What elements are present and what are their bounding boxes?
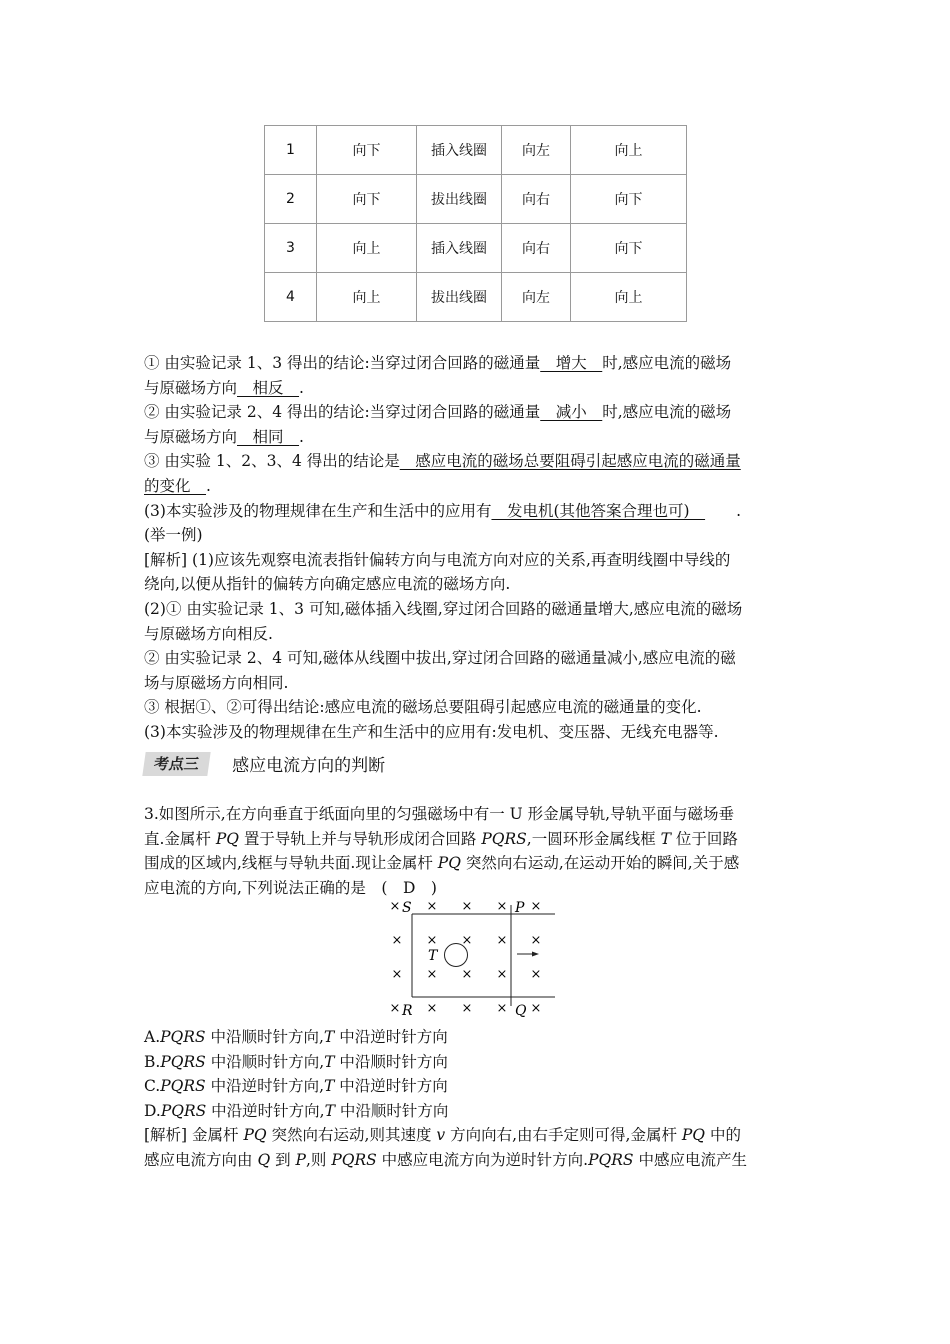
table-row — [265, 273, 687, 322]
text-line: ③ 由实验 1、2、3、4 得出的结论是 感应电流的磁场总要阻碍引起感应电流的磁通量 — [144, 452, 741, 471]
table-cell: 3 — [265, 224, 317, 273]
analysis-line: 感应电流方向由 Q 到 P,则 PQRS 中感应电流方向为逆时针方向.PQRS 中感应电流产生 — [144, 1150, 747, 1169]
field-cross: × — [391, 967, 403, 982]
section-title: 感应电流方向的判断 — [232, 756, 386, 776]
table-cell: 向下 — [571, 224, 687, 273]
field-cross: × — [426, 1001, 438, 1016]
field-cross: × — [389, 1001, 401, 1016]
options-block — [144, 1025, 809, 1173]
question-line: 3.如图所示,在方向垂直于纸面向里的匀强磁场中有一 U 形金属导轨,导轨平面与磁场垂 — [144, 805, 735, 823]
field-cross: × — [496, 899, 508, 914]
section-header — [144, 751, 385, 777]
table-cell: 向右 — [502, 175, 571, 224]
text-line: 的变化 . — [144, 476, 211, 495]
answer-block — [144, 351, 809, 745]
analysis-line: [解析] 金属杆 PQ 突然向右运动,则其速度 v 方向向右,由右手定则可得,金属杆 PQ 中的 — [144, 1126, 741, 1145]
option-d: D.PQRS 中沿逆时针方向,T 中沿顺时针方向 — [144, 1101, 449, 1120]
field-cross: × — [461, 1001, 473, 1016]
field-cross: × — [530, 899, 542, 914]
analysis-line: [解析] (1)应该先观察电流表指针偏转方向与电流方向对应的关系,再查明线圈中导线的 — [144, 550, 731, 569]
text-line: ① 由实验记录 1、3 得出的结论:当穿过闭合回路的磁通量 增大 时,感应电流的磁场 — [144, 354, 732, 372]
table-row — [265, 175, 687, 224]
label-t: T — [428, 948, 438, 964]
section-badge: 考点三 — [142, 752, 210, 776]
text-line: ② 由实验记录 2、4 得出的结论:当穿过闭合回路的磁通量 减小 时,感应电流的磁场 — [144, 403, 732, 422]
field-cross: × — [426, 933, 438, 948]
option-c: C.PQRS 中沿逆时针方向,T 中沿逆时针方向 — [144, 1077, 448, 1096]
table-cell: 向上 — [317, 273, 417, 322]
field-cross: × — [461, 967, 473, 982]
text-line: (3)本实验涉及的物理规律在生产和生活中的应用有 发电机(其他答案合理也可) . — [144, 501, 742, 520]
answer-blank: 相同 — [237, 427, 300, 446]
table-cell: 插入线圈 — [417, 224, 502, 273]
answer-blank: 的变化 — [144, 476, 207, 495]
field-cross: × — [391, 933, 403, 948]
experiment-table — [264, 125, 687, 322]
field-cross: × — [496, 967, 508, 982]
question-line: 围成的区域内,线框与导轨共面.现让金属杆 PQ 突然向右运动,在运动开始的瞬间,关于感 — [144, 854, 740, 873]
table-cell: 插入线圈 — [417, 126, 502, 175]
text-line: 与原磁场方向 相同 . — [144, 427, 304, 446]
table-cell: 2 — [265, 175, 317, 224]
velocity-arrowhead — [532, 952, 539, 957]
analysis-line: (3)本实验涉及的物理规律在生产和生活中的应用有:发电机、变压器、无线充电器等. — [144, 722, 719, 741]
table-cell: 拔出线圈 — [417, 175, 502, 224]
field-cross: × — [461, 933, 473, 948]
label-s: S — [402, 900, 412, 916]
label-p: P — [515, 900, 525, 916]
answer-blank: 相反 — [237, 378, 300, 397]
field-cross: × — [496, 1001, 508, 1016]
table-cell: 向下 — [571, 175, 687, 224]
label-q: Q — [515, 1003, 527, 1019]
table-cell: 1 — [265, 126, 317, 175]
field-cross: × — [530, 967, 542, 982]
analysis-line: ② 由实验记录 2、4 可知,磁体从线圈中拔出,穿过闭合回路的磁通量减小,感应电流的磁 — [144, 649, 736, 668]
analysis-line: (2)① 由实验记录 1、3 可知,磁体插入线圈,穿过闭合回路的磁通量增大,感应电流的磁场 — [144, 599, 743, 618]
table-row — [265, 126, 687, 175]
text-line: (举一例) — [144, 526, 203, 545]
question-line: 应电流的方向,下列说法正确的是 ( D ) — [144, 878, 437, 897]
analysis-line: 与原磁场方向相反. — [144, 624, 273, 643]
question-3 — [144, 802, 809, 900]
table-cell: 向上 — [571, 126, 687, 175]
answer-blank: 增大 — [540, 354, 603, 372]
table-cell: 向下 — [317, 175, 417, 224]
table-cell: 向下 — [317, 126, 417, 175]
text-line: 与原磁场方向 相反 . — [144, 378, 304, 397]
table-cell: 向左 — [502, 126, 571, 175]
answer-blank: 减小 — [540, 403, 603, 422]
field-cross: × — [389, 899, 401, 914]
option-b: B.PQRS 中沿顺时针方向,T 中沿顺时针方向 — [144, 1052, 448, 1071]
analysis-line: 绕向,以便从指针的偏转方向确定感应电流的磁场方向. — [144, 575, 511, 594]
option-a: A.PQRS 中沿顺时针方向,T 中沿逆时针方向 — [144, 1028, 448, 1046]
field-cross: × — [426, 899, 438, 914]
table-cell: 向右 — [502, 224, 571, 273]
field-cross: × — [461, 899, 473, 914]
field-cross: × — [530, 1001, 542, 1016]
field-cross: × — [496, 933, 508, 948]
table-row — [265, 224, 687, 273]
field-cross: × — [530, 933, 542, 948]
table-cell: 拔出线圈 — [417, 273, 502, 322]
answer-blank: 感应电流的磁场总要阻碍引起感应电流的磁通量 — [399, 452, 741, 471]
answer-blank: 发电机(其他答案合理也可) — [491, 501, 706, 520]
table-cell: 向上 — [571, 273, 687, 322]
table-cell: 向左 — [502, 273, 571, 322]
label-r: R — [402, 1003, 413, 1019]
analysis-line: 场与原磁场方向相同. — [144, 673, 289, 692]
table-cell: 4 — [265, 273, 317, 322]
table-cell: 向上 — [317, 224, 417, 273]
circuit-figure — [385, 893, 560, 1021]
analysis-line: ③ 根据①、②可得出结论:感应电流的磁场总要阻碍引起感应电流的磁通量的变化. — [144, 698, 702, 717]
question-line: 直.金属杆 PQ 置于导轨上并与导轨形成闭合回路 PQRS,一圆环形金属线框 T 位于回路 — [144, 829, 738, 848]
field-cross: × — [426, 967, 438, 982]
